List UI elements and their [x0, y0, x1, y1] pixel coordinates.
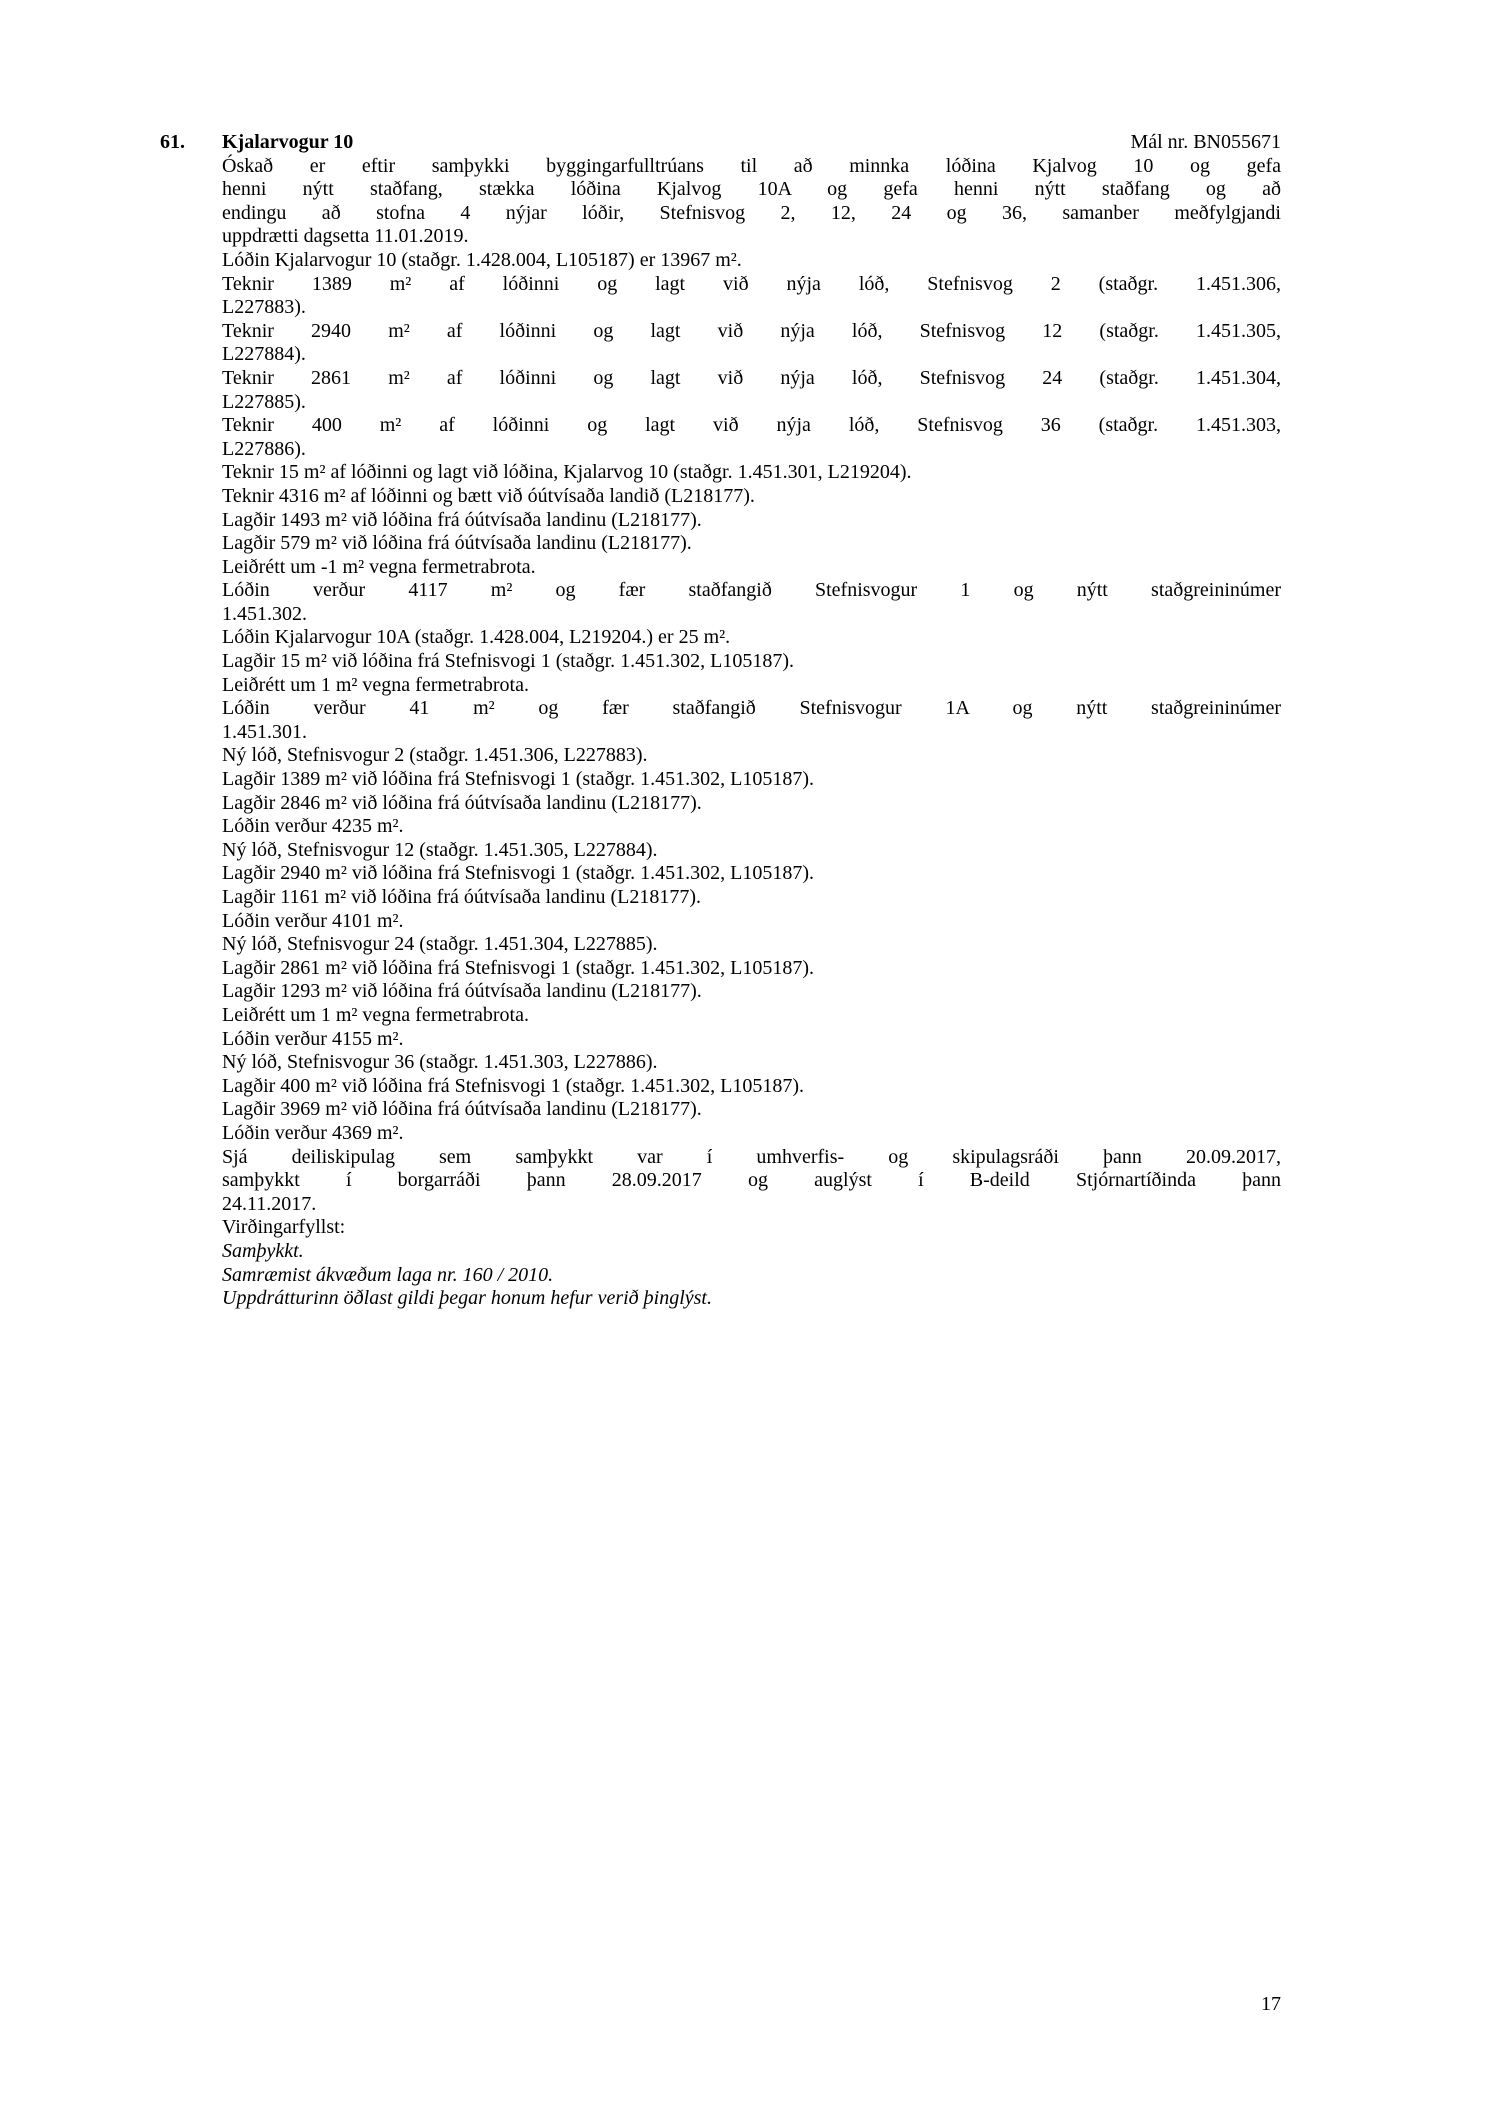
- paragraph-line: Ný lóð, Stefnisvogur 24 (staðgr. 1.451.304, L227885).: [222, 933, 658, 956]
- paragraph-line: Teknir 1389 m² af lóðinni og lagt við nýja lóð, Stefnisvog 2 (staðgr. 1.451.306,: [222, 272, 1281, 295]
- paragraph-line: 1.451.301.: [222, 720, 307, 743]
- paragraph-line: henni nýtt staðfang, stækka lóðina Kjalvog 10A og gefa henni nýtt staðfang og að: [222, 178, 1281, 201]
- paragraph-line: Lagðir 579 m² við lóðina frá óútvísaða landinu (L218177).: [222, 532, 692, 555]
- page-number: 17: [1261, 1993, 1281, 2015]
- paragraph-line: Teknir 2940 m² af lóðinni og lagt við nýja lóð, Stefnisvog 12 (staðgr. 1.451.305,: [222, 319, 1281, 342]
- paragraph: [222, 626, 1281, 650]
- paragraph-line: Lóðin verður 4117 m² og fær staðfangið Stefnisvogur 1 og nýtt staðgreininúmer: [222, 579, 1281, 602]
- document-content: [160, 131, 1281, 1311]
- paragraph: [222, 532, 1281, 556]
- paragraph-line: Ný lóð, Stefnisvogur 36 (staðgr. 1.451.303, L227886).: [222, 1051, 658, 1074]
- paragraph: [222, 839, 1281, 863]
- paragraph-line: uppdrætti dagsetta 11.01.2019.: [222, 225, 469, 248]
- paragraph-line: Teknir 15 m² af lóðinni og lagt við lóðina, Kjalarvog 10 (staðgr. 1.451.301, L219204).: [222, 461, 912, 484]
- paragraph-line: Ný lóð, Stefnisvogur 12 (staðgr. 1.451.305, L227884).: [222, 838, 658, 861]
- paragraph-container: [222, 155, 1281, 1311]
- paragraph-line: L227885).: [222, 390, 306, 413]
- paragraph-line: Lóðin Kjalarvogur 10A (staðgr. 1.428.004, L219204.) er 25 m².: [222, 626, 731, 649]
- paragraph-line: Lagðir 1493 m² við lóðina frá óútvísaða landinu (L218177).: [222, 508, 702, 531]
- paragraph-line: endingu að stofna 4 nýjar lóðir, Stefnisvog 2, 12, 24 og 36, samanber meðfylgjandi: [222, 201, 1281, 224]
- paragraph-line: Lóðin verður 4101 m².: [222, 909, 404, 932]
- paragraph-line: L227883).: [222, 296, 306, 319]
- paragraph-line: Leiðrétt um -1 m² vegna fermetrabrota.: [222, 555, 536, 578]
- paragraph-line: L227884).: [222, 343, 306, 366]
- paragraph: [222, 461, 1281, 485]
- paragraph-line: Lagðir 15 m² við lóðina frá Stefnisvogi 1 (staðgr. 1.451.302, L105187).: [222, 650, 795, 673]
- paragraph-line: Teknir 4316 m² af lóðinni og bætt við óútvísaða landið (L218177).: [222, 484, 755, 507]
- paragraph-line: Teknir 2861 m² af lóðinni og lagt við nýja lóð, Stefnisvog 24 (staðgr. 1.451.304,: [222, 366, 1281, 389]
- paragraph: [222, 980, 1281, 1004]
- paragraph: [222, 862, 1281, 886]
- paragraph-line: Lóðin verður 4155 m².: [222, 1027, 404, 1050]
- paragraph-line: Lagðir 2861 m² við lóðina frá Stefnisvogi 1 (staðgr. 1.451.302, L105187).: [222, 956, 815, 979]
- paragraph-line: Samþykkt.: [222, 1239, 304, 1262]
- paragraph: [222, 744, 1281, 768]
- paragraph-line: Sjá deiliskipulag sem samþykkt var í umhverfis- og skipulagsráði þann 20.09.2017,: [222, 1145, 1281, 1168]
- paragraph-line: samþykkt í borgarráði þann 28.09.2017 og auglýst í B-deild Stjórnartíðinda þann: [222, 1169, 1281, 1192]
- paragraph: [222, 556, 1281, 580]
- item-number: 61.: [160, 131, 185, 153]
- paragraph-line: Lagðir 3969 m² við lóðina frá óútvísaða landinu (L218177).: [222, 1098, 702, 1121]
- paragraph-line: Lagðir 1161 m² við lóðina frá óútvísaða landinu (L218177).: [222, 886, 702, 908]
- paragraph-line: Lagðir 1293 m² við lóðina frá óútvísaða landinu (L218177).: [222, 980, 702, 1003]
- paragraph-line: Ný lóð, Stefnisvogur 2 (staðgr. 1.451.306, L227883).: [222, 744, 648, 767]
- paragraph: [222, 249, 1281, 273]
- paragraph: [222, 815, 1281, 839]
- paragraph-line: Leiðrétt um 1 m² vegna fermetrabrota.: [222, 673, 529, 696]
- paragraph-line: Lagðir 1389 m² við lóðina frá Stefnisvogi 1 (staðgr. 1.451.302, L105187).: [222, 768, 815, 791]
- paragraph: [222, 579, 1281, 626]
- paragraph: [222, 1264, 1281, 1288]
- paragraph: [222, 155, 1281, 249]
- paragraph: [222, 1098, 1281, 1122]
- paragraph: [222, 509, 1281, 533]
- paragraph-line: Lóðin verður 41 m² og fær staðfangið Stefnisvogur 1A og nýtt staðgreininúmer: [222, 697, 1281, 720]
- paragraph-line: Óskað er eftir samþykki byggingarfulltrúans til að minnka lóðina Kjalvog 10 og gefa: [222, 154, 1281, 177]
- paragraph: [222, 367, 1281, 414]
- paragraph: [222, 485, 1281, 509]
- paragraph: [222, 650, 1281, 674]
- case-number: Mál nr. BN055671: [1130, 131, 1281, 153]
- paragraph-line: Samræmist ákvæðum laga nr. 160 / 2010.: [222, 1263, 554, 1286]
- case-title: Kjalarvogur 10: [222, 131, 354, 153]
- paragraph: [222, 933, 1281, 957]
- paragraph-line: 24.11.2017.: [222, 1192, 317, 1215]
- paragraph-line: 1.451.302.: [222, 602, 307, 625]
- paragraph-line: Lagðir 400 m² við lóðina frá Stefnisvogi 1 (staðgr. 1.451.302, L105187).: [222, 1074, 805, 1097]
- paragraph: [222, 1051, 1281, 1075]
- heading-row: [160, 131, 1281, 155]
- paragraph: [222, 910, 1281, 934]
- paragraph: [222, 1122, 1281, 1146]
- paragraph: [222, 1216, 1281, 1240]
- paragraph: [222, 1240, 1281, 1264]
- paragraph: [222, 320, 1281, 367]
- paragraph: [222, 768, 1281, 792]
- paragraph: [222, 1075, 1281, 1099]
- paragraph-line: Lóðin verður 4369 m².: [222, 1121, 404, 1144]
- paragraph-line: Lagðir 2940 m² við lóðina frá Stefnisvogi 1 (staðgr. 1.451.302, L105187).: [222, 862, 815, 885]
- paragraph: [222, 674, 1281, 698]
- paragraph: [222, 1146, 1281, 1217]
- paragraph: [222, 273, 1281, 320]
- paragraph-line: Teknir 400 m² af lóðinni og lagt við nýja lóð, Stefnisvog 36 (staðgr. 1.451.303,: [222, 414, 1281, 437]
- paragraph-line: Lagðir 2846 m² við lóðina frá óútvísaða landinu (L218177).: [222, 791, 702, 814]
- paragraph-line: Lóðin Kjalarvogur 10 (staðgr. 1.428.004, L105187) er 13967 m².: [222, 248, 742, 271]
- paragraph-line: Leiðrétt um 1 m² vegna fermetrabrota.: [222, 1003, 529, 1026]
- paragraph: [222, 1028, 1281, 1052]
- paragraph: [222, 414, 1281, 461]
- paragraph-line: Uppdrátturinn öðlast gildi þegar honum hefur verið þinglýst.: [222, 1287, 712, 1310]
- paragraph: [222, 957, 1281, 981]
- paragraph: [222, 1004, 1281, 1028]
- paragraph: [222, 1287, 1281, 1311]
- paragraph-line: L227886).: [222, 437, 306, 460]
- paragraph: [222, 697, 1281, 744]
- paragraph-line: Virðingarfyllst:: [222, 1216, 346, 1239]
- paragraph-line: Lóðin verður 4235 m².: [222, 815, 404, 838]
- paragraph: [222, 886, 1281, 910]
- paragraph: [222, 792, 1281, 816]
